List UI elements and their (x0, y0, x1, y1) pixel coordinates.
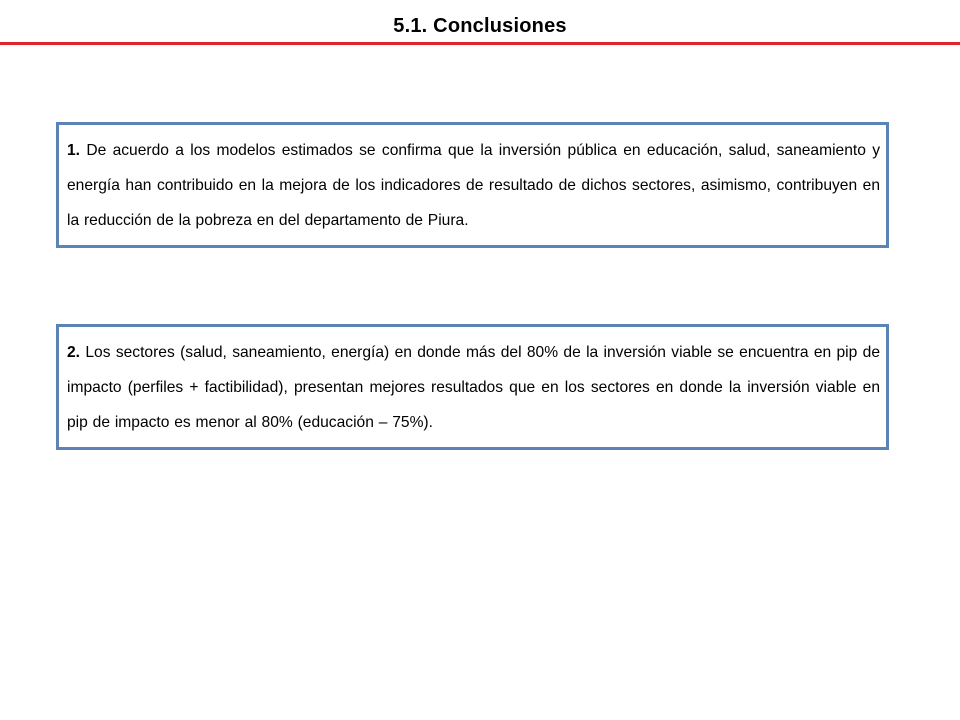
conclusion-paragraph-1 (67, 133, 880, 238)
conclusion-number-2: 2. (67, 344, 81, 361)
title-underline (0, 42, 960, 45)
conclusion-box-2 (56, 324, 889, 450)
conclusion-text-1: De acuerdo a los modelos estimados se confirma que la inversión pública en educación, salud, saneamiento y energía han contribuido en la mejora de los indicadores de resultado de dichos sectores, asimismo, contribuyen en la reducción de la pobreza en del departamento de Piura. (67, 142, 880, 229)
conclusion-paragraph-2 (67, 335, 880, 440)
slide-title: 5.1. Conclusiones (393, 15, 567, 37)
conclusion-number-1: 1. (67, 142, 81, 159)
conclusion-box-1 (56, 122, 889, 248)
conclusion-text-2: Los sectores (salud, saneamiento, energía) en donde más del 80% de la inversión viable se encuentra en pip de impacto (perfiles + factibilidad), presentan mejores resultados que en los sectores en donde la inversión viable en pip de impacto es menor al 80% (educación – 75%). (67, 344, 880, 431)
